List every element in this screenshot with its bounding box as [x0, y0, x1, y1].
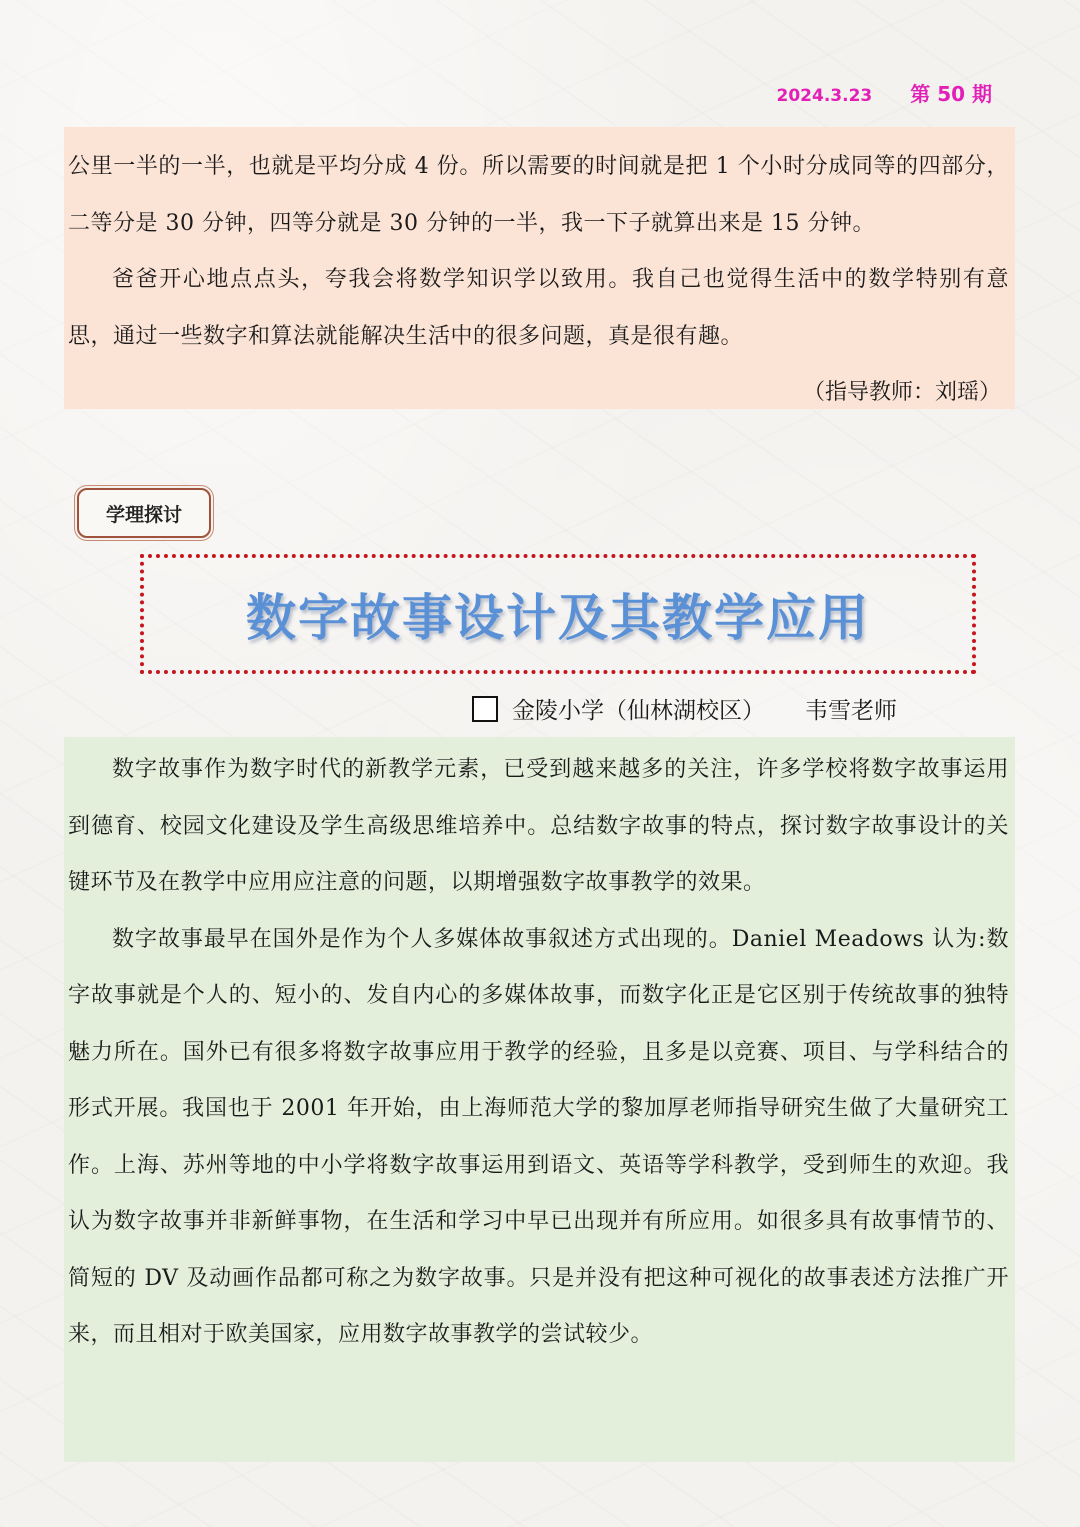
article-body-panel: [64, 737, 1015, 1462]
section-tag: 学理探讨: [77, 488, 211, 538]
author-name: 韦雪老师: [805, 698, 897, 724]
issue-date: 2024.3.23: [776, 86, 873, 106]
previous-article-panel: [64, 127, 1015, 409]
issue-number: 第 50 期: [910, 82, 992, 106]
article-title-box: [140, 554, 976, 674]
article-paragraph-1: 数字故事作为数字时代的新教学元素，已受到越来越多的关注，许多学校将数字故事运用到德育、校园文化建设及学生高级思维培养中。总结数字故事的特点，探讨数字故事设计的关键环节及在教学中应用应注意的问题，以期增强数字故事教学的效果。: [68, 757, 1009, 895]
article-title: 数字故事设计及其教学应用: [246, 589, 870, 647]
author-school: 金陵小学（仙林湖校区）: [512, 698, 765, 724]
checkbox-icon: [472, 696, 498, 722]
previous-article-paragraph-2: 爸爸开心地点点头，夸我会将数学知识学以致用。我自己也觉得生活中的数学特别有意思，通过一些数字和算法就能解决生活中的很多问题，真是很有趣。: [68, 267, 1009, 349]
issue-header: [777, 78, 992, 107]
author-line: [472, 692, 897, 725]
article-paragraph-2: 数字故事最早在国外是作为个人多媒体故事叙述方式出现的。Daniel Meadows 认为:数字故事就是个人的、短小的、发自内心的多媒体故事，而数字化正是它区别于传统故事的独特魅力所在。国外已有很多将数字故事应用于教学的经验，且多是以竞赛、项目、与学科结合的形式开展。我国也于 2001 年开始，由上海师范大学的黎加厚老师指导研究生做了大量研究工作。上海、苏州等地的中小学将数字故事运用到语文、英语等学科教学，受到师生的欢迎。我认为数字故事并非新鲜事物，在生活和学习中早已出现并有所应用。如很多具有故事情节的、简短的 DV 及动画作品都可称之为数字故事。只是并没有把这种可视化的故事表述方法推广开来，而且相对于欧美国家，应用数字故事教学的尝试较少。: [68, 926, 1009, 1347]
previous-article-paragraph-1: 公里一半的一半，也就是平均分成 4 份。所以需要的时间就是把 1 个小时分成同等的四部分，二等分是 30 分钟，四等分就是 30 分钟的一半，我一下子就算出来是 15 分钟。: [68, 154, 1009, 236]
instructor-credit: （指导教师：刘瑶）: [802, 380, 1001, 405]
